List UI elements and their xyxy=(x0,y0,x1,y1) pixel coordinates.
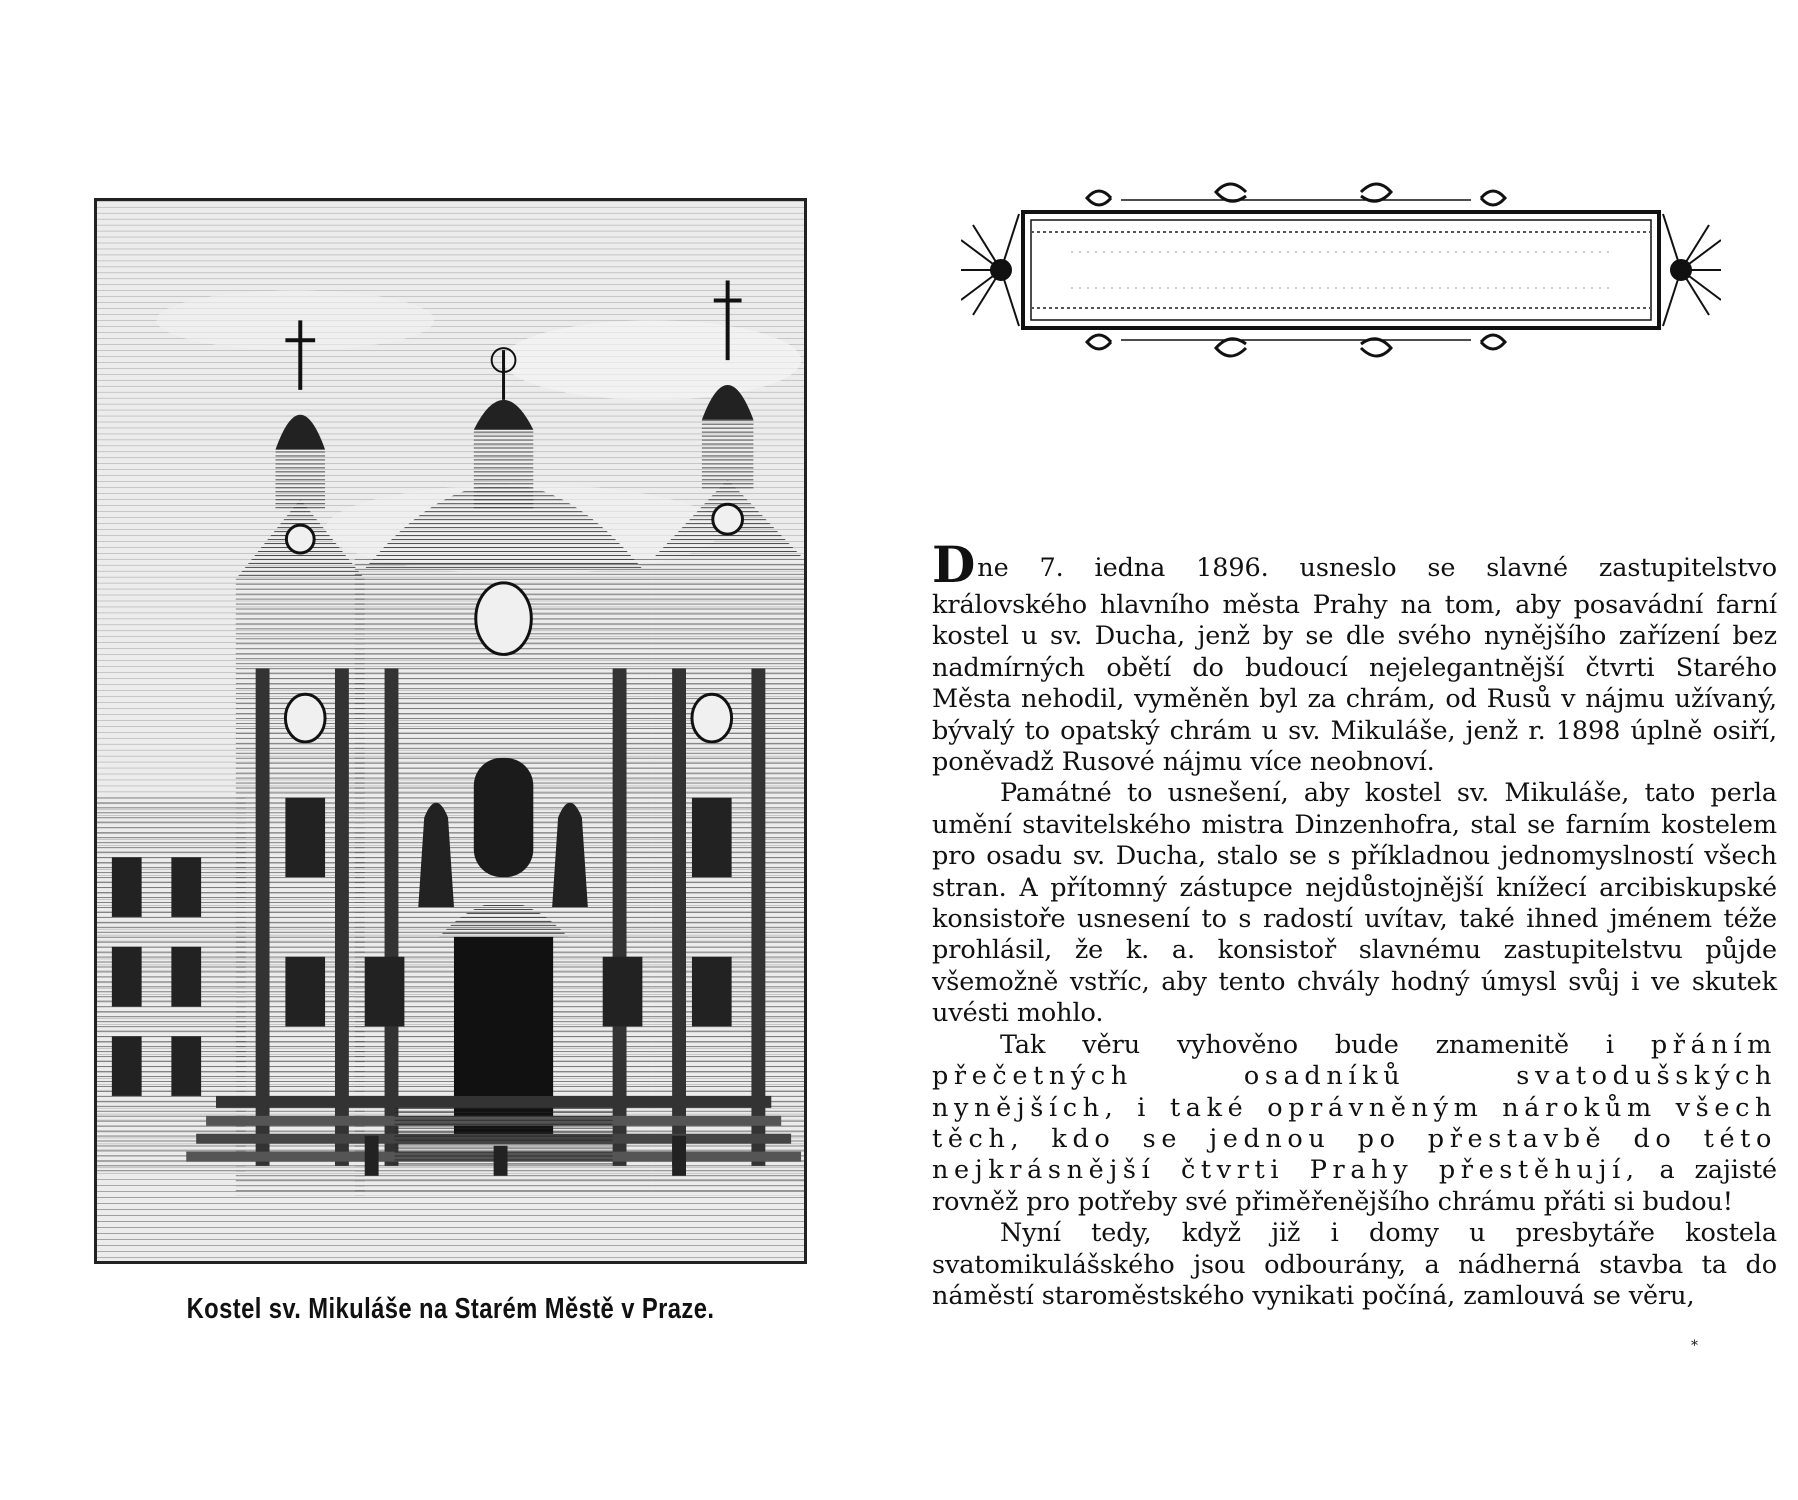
paragraph-3-lead: Tak věru vyhověno bude znamenitě i xyxy=(1000,1029,1651,1060)
church-illustration xyxy=(97,201,804,1261)
body-text xyxy=(932,535,1777,1312)
paragraph-1 xyxy=(932,535,1777,778)
drop-cap: D xyxy=(932,535,976,594)
illustration-caption: Kostel sv. Mikuláše na Starém Městě v Praze. xyxy=(186,1293,715,1325)
decorative-header-cartouche-icon xyxy=(961,170,1721,370)
paragraph-3-tail: a zajisté rovněž pro potřeby své přiměřenějšího chrámu přáti si budou! xyxy=(932,1155,1777,1217)
paragraph-3-spaced: přáním přečetných osadníků svatodušských nynějších, i také oprávněným nárokům všech těch, kdo se jednou po přestavbě do této nejkrásnější čtvrti Prahy přestěhují, xyxy=(932,1029,1777,1186)
paragraph-1-text: ne 7. iedna 1896. usneslo se slavné zastupitelstvo královského hlavního města Prahy na tom, aby posavádní farní kostel u sv. Ducha, jenž by se dle svého nynějšího zařízení bez nadmírných obětí do budoucí nejelegantnější čtvrti Starého Města nehodil, vyměněn byl za chrám, od Rusů v nájmu užívaný, bývalý to opatský chrám u sv. Mikuláše, jenž r. 1898 úplně osiří, poněvadž Rusové nájmu více neobnoví. xyxy=(932,553,1777,778)
church-engraving-icon xyxy=(94,198,807,1264)
paragraph-2: Památné to usnešení, aby kostel sv. Mikuláše, tato perla umění stavitelského mistra Dinzenhofra, stal se farním kostelem pro osadu sv. Ducha, stalo se s příkladnou jednomyslností všech stran. A přítomný zástupce nejdůstojnější knížecí arcibiskupské konsistoře usnesení to s radostí uvítav, také ihned jménem téže prohlásil, že k. a. konsistoř slavnému zastupitelstvu půjde všemožně vstříc, aby tento chvály hodný úmysl svůj i ve skutek uvésti mohlo. xyxy=(932,778,1777,1029)
paragraph-4: Nyní tedy, když již i domy u presbytáře kostela svatomikulášského jsou odbourány, a nádherná stavba ta do náměstí staroměstského vynikati počíná, zamlouvá se věru, xyxy=(932,1218,1777,1311)
right-page xyxy=(899,0,1798,1500)
paragraph-3 xyxy=(932,1030,1777,1218)
page-mark: * xyxy=(1691,1338,1698,1354)
